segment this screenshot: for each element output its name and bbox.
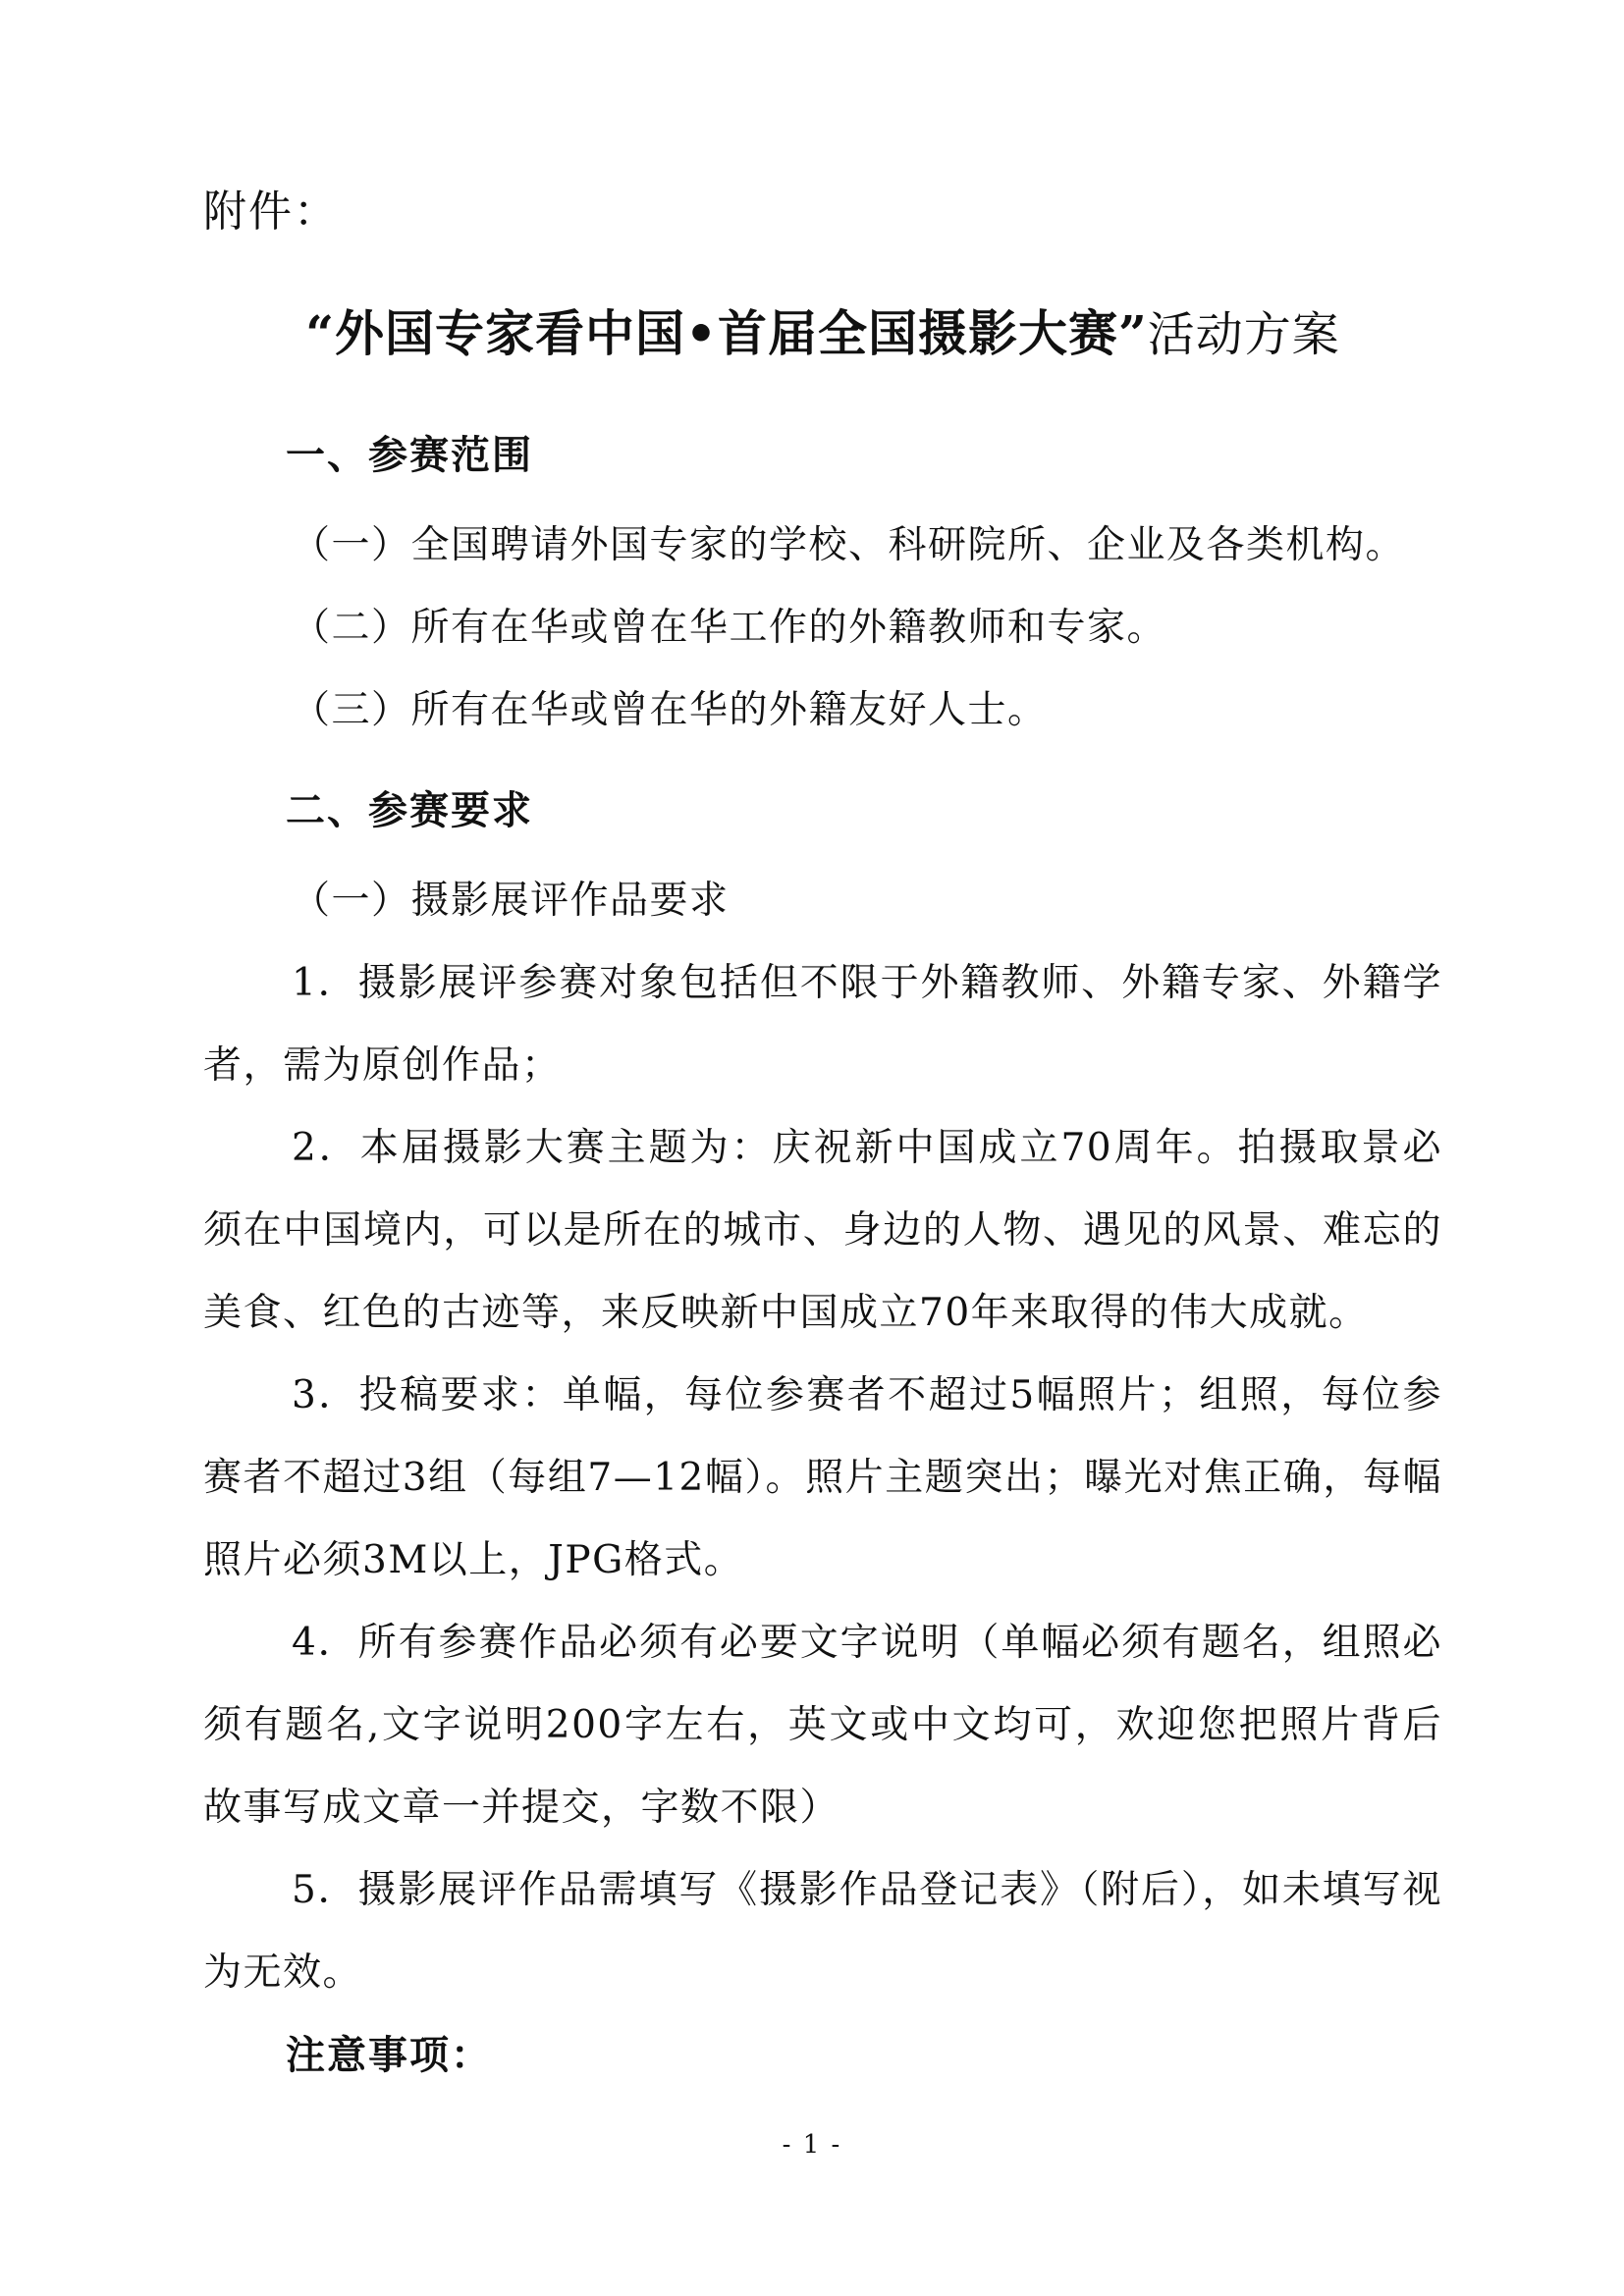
page-number: - 1 - xyxy=(782,2130,842,2160)
requirement-item-2: 2．本届摄影大赛主题为：庆祝新中国成立70周年。拍摄取景必须在中国境内，可以是所在的城市、身边的人物、遇见的风景、难忘的美食、红色的古迹等，来反映新中国成立70年来取得的伟大成就。 xyxy=(203,1126,1442,1335)
attachment-label: 附件： xyxy=(203,187,339,237)
spacer xyxy=(203,852,1442,860)
notes-heading: 注意事项： xyxy=(286,2032,492,2078)
section-heading-scope: 一、参赛范围 xyxy=(286,432,533,478)
document-title xyxy=(203,298,1442,375)
spacer xyxy=(203,375,1442,414)
requirements-subheading: （一）摄影展评作品要求 xyxy=(292,879,730,923)
section-heading-requirements: 二、参赛要求 xyxy=(286,787,533,833)
spacer xyxy=(203,497,1442,505)
requirement-item-5: 5．摄影展评作品需填写《摄影作品登记表》（附后），如未填写视为无效。 xyxy=(203,1868,1442,1995)
requirement-item-1: 1．摄影展评参赛对象包括但不限于外籍教师、外籍专家、外籍学者，需为原创作品； xyxy=(203,961,1442,1088)
title-suffix: 活动方案 xyxy=(1147,307,1340,362)
spacer xyxy=(203,752,1442,770)
scope-item-2: （二）所有在华或曾在华工作的外籍教师和专家。 xyxy=(292,606,1167,650)
scope-item-3: （三）所有在华或曾在华的外籍友好人士。 xyxy=(292,688,1048,732)
requirement-item-3: 3．投稿要求：单幅，每位参赛者不超过5幅照片；组照，每位参赛者不超过3组（每组7—12幅）。照片主题突出；曝光对焦正确，每幅照片必须3M以上，JPG格式。 xyxy=(203,1373,1442,1582)
document-body xyxy=(203,185,1442,2097)
requirement-item-4: 4．所有参赛作品必须有必要文字说明（单幅必须有题名，组照必须有题名,文字说明200字左右，英文或中文均可，欢迎您把照片背后故事写成文章一并提交，字数不限） xyxy=(203,1621,1442,1830)
title-main: “外国专家看中国•首届全国摄影大赛” xyxy=(305,304,1148,362)
scope-item-1: （一）全国聘请外国专家的学校、科研院所、企业及各类机构。 xyxy=(292,523,1406,567)
